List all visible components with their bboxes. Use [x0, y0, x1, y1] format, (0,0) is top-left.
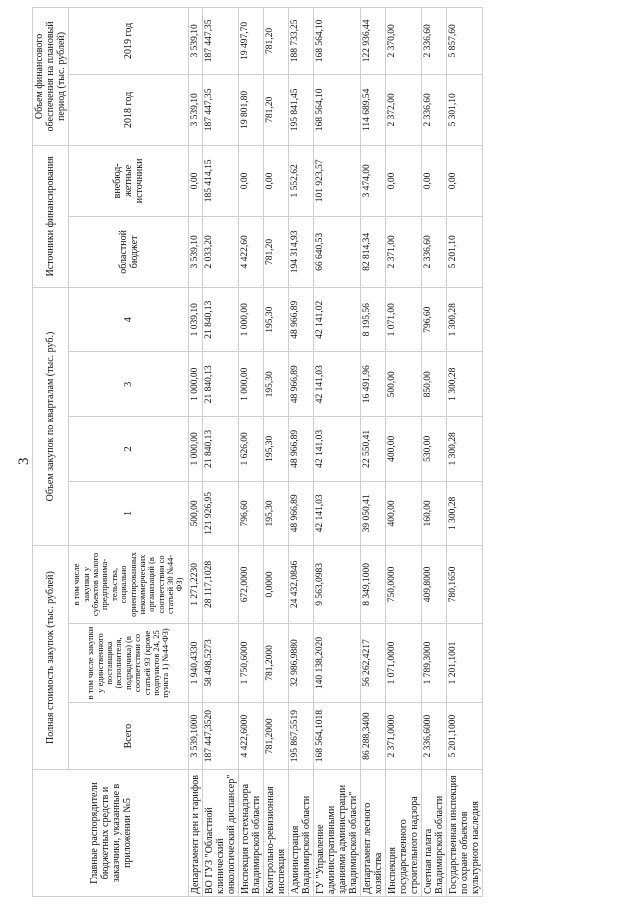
row-q4: 42 141,02: [314, 287, 361, 352]
table-row: [314, 8, 361, 897]
row-extrabudget: 0,00: [189, 145, 203, 216]
row-q1: 121 926,95: [203, 481, 239, 546]
row-2019: 2 370,00: [386, 8, 422, 75]
row-q4: 1 071,00: [386, 287, 422, 352]
row-q2: 42 141,03: [314, 417, 361, 482]
row-single: 58 498,5273: [203, 623, 239, 703]
row-2019: 168 564,10: [314, 8, 361, 75]
header-single-supplier: в том числе закупки у единственного поставщика (исполнителя, подрядчика) (в соответствии со статьей 93 (кроме подпунктов 24, 25 пункта 1) №44-ФЗ): [69, 623, 189, 703]
row-q2: 400,00: [386, 417, 422, 482]
row-q4: 48 966,89: [289, 287, 314, 352]
row-q3: 1 300,28: [447, 352, 483, 417]
row-q3: 42 141,03: [314, 352, 361, 417]
row-2019: 122 936,44: [361, 8, 386, 75]
table-row: [386, 8, 422, 897]
row-q4: 1 300,28: [447, 287, 483, 352]
row-2018: 114 689,54: [361, 74, 386, 145]
row-q1: 1 300,28: [447, 481, 483, 546]
row-q3: 21 840,13: [203, 352, 239, 417]
row-small: 28 117,1028: [203, 546, 239, 624]
row-q3: 195,30: [264, 352, 289, 417]
row-2019: 187 447,35: [203, 8, 239, 75]
row-extrabudget: 0,00: [422, 145, 447, 216]
row-single: 1 750,6000: [239, 623, 264, 703]
row-small: 672,0000: [239, 546, 264, 624]
row-name: Администрация Владимирской области: [289, 770, 314, 897]
header-extrabudget: внебюд-жетные источники: [69, 145, 189, 216]
header-quarterly: Объем закупок по кварталам (тыс. руб.): [33, 287, 69, 545]
row-name: Инспекция гостехнадзора Владимирской области: [239, 770, 264, 897]
row-single: 781,2000: [264, 623, 289, 703]
row-q3: 48 966,89: [289, 352, 314, 417]
header-q3: 3: [69, 352, 189, 417]
header-sources: Источники финансирования: [33, 145, 69, 287]
header-q2: 2: [69, 417, 189, 482]
header-name: Главные распорядители бюджетных средств и заказчики, указанные в приложении №5: [33, 770, 189, 897]
row-single: 32 986,9880: [289, 623, 314, 703]
row-q2: 21 840,13: [203, 417, 239, 482]
row-regional: 66 640,53: [314, 216, 361, 287]
row-regional: 781,20: [264, 216, 289, 287]
row-name: Государственная инспекция по охране объектов культурного наследия: [447, 770, 483, 897]
row-2019: 2 336,60: [422, 8, 447, 75]
row-q4: 1 039,10: [189, 287, 203, 352]
row-q1: 500,00: [189, 481, 203, 546]
row-total: 4 422,6000: [239, 703, 264, 770]
row-2018: 2 336,60: [422, 74, 447, 145]
header-2018: 2018 год: [69, 74, 189, 145]
row-small: 750,0000: [386, 546, 422, 624]
row-2019: 3 539,10: [189, 8, 203, 75]
row-regional: 82 814,34: [361, 216, 386, 287]
row-q4: 8 195,56: [361, 287, 386, 352]
header-2019: 2019 год: [69, 8, 189, 75]
row-q3: 850,00: [422, 352, 447, 417]
row-q1: 400,00: [386, 481, 422, 546]
row-total: 2 371,0000: [386, 703, 422, 770]
header-total: Всего: [69, 703, 189, 770]
row-extrabudget: 1 552,62: [289, 145, 314, 216]
row-q2: 48 966,89: [289, 417, 314, 482]
row-single: 1 201,1001: [447, 623, 483, 703]
row-q4: 796,60: [422, 287, 447, 352]
row-q1: 42 141,03: [314, 481, 361, 546]
row-name: Счетная палата Владимирской области: [422, 770, 447, 897]
row-q1: 796,60: [239, 481, 264, 546]
row-q3: 1 000,00: [239, 352, 264, 417]
header-q1: 1: [69, 481, 189, 546]
row-name: ВО ГУЗ "Областной клинический онкологический диспансер": [203, 770, 239, 897]
row-2019: 188 733,25: [289, 8, 314, 75]
row-q2: 22 550,41: [361, 417, 386, 482]
row-regional: 4 422,60: [239, 216, 264, 287]
row-regional: 3 539,10: [189, 216, 203, 287]
row-single: 56 262,4217: [361, 623, 386, 703]
row-small: 24 432,0846: [289, 546, 314, 624]
row-small: 409,8000: [422, 546, 447, 624]
row-single: 140 138,2020: [314, 623, 361, 703]
row-q1: 160,00: [422, 481, 447, 546]
row-q3: 500,00: [386, 352, 422, 417]
row-q4: 195,30: [264, 287, 289, 352]
row-2019: 781,20: [264, 8, 289, 75]
row-regional: 2 371,00: [386, 216, 422, 287]
row-total: 3 539,1000: [189, 703, 203, 770]
row-q2: 195,30: [264, 417, 289, 482]
row-q4: 21 840,13: [203, 287, 239, 352]
table-row: [422, 8, 447, 897]
table-row: [189, 8, 203, 897]
row-name: Контрольно-ревизионная инспекция: [264, 770, 289, 897]
row-2018: 781,20: [264, 74, 289, 145]
table-row: [203, 8, 239, 897]
row-extrabudget: 101 923,57: [314, 145, 361, 216]
row-single: 1 071,0000: [386, 623, 422, 703]
row-2018: 168 564,10: [314, 74, 361, 145]
row-q2: 530,00: [422, 417, 447, 482]
row-total: 5 201,1000: [447, 703, 483, 770]
table-row: [447, 8, 483, 897]
row-q1: 39 050,41: [361, 481, 386, 546]
row-total: 195 867,5519: [289, 703, 314, 770]
row-name: Инспекция государственного строительного надзора: [386, 770, 422, 897]
row-extrabudget: 3 474,00: [361, 145, 386, 216]
row-regional: 194 314,93: [289, 216, 314, 287]
row-small: 1 271,2230: [189, 546, 203, 624]
procurement-table: [32, 7, 483, 897]
row-2019: 5 857,60: [447, 8, 483, 75]
row-2019: 19 497,70: [239, 8, 264, 75]
row-single: 1 789,3000: [422, 623, 447, 703]
row-2018: 3 539,10: [189, 74, 203, 145]
row-2018: 5 301,10: [447, 74, 483, 145]
row-q2: 1 000,00: [189, 417, 203, 482]
row-name: Департамент лесного хозяйства: [361, 770, 386, 897]
header-small-business: в том числе закупки у субъектов малого предпринима-тельства, социально ориентированных некоммерческих организаций (в соответствии со статьей 30 №44-ФЗ): [69, 546, 189, 624]
header-total-cost: Полная стоимость закупок (тыс. рублей): [33, 546, 69, 770]
row-q2: 1 300,28: [447, 417, 483, 482]
row-extrabudget: 0,00: [386, 145, 422, 216]
row-name: Департамент цен и тарифов: [189, 770, 203, 897]
row-small: 780,1650: [447, 546, 483, 624]
header-regional-budget: областной бюджет: [69, 216, 189, 287]
header-planned: Объем финансового обеспечения на плановый период (тыс. рублей): [33, 8, 69, 146]
row-2018: 195 841,45: [289, 74, 314, 145]
row-small: 0,0000: [264, 546, 289, 624]
row-total: 2 336,6000: [422, 703, 447, 770]
row-total: 168 564,1018: [314, 703, 361, 770]
row-2018: 2 372,00: [386, 74, 422, 145]
row-total: 187 447,3520: [203, 703, 239, 770]
table-row: [289, 8, 314, 897]
row-total: 781,2000: [264, 703, 289, 770]
row-regional: 5 201,10: [447, 216, 483, 287]
table-row: [239, 8, 264, 897]
row-2018: 187 447,35: [203, 74, 239, 145]
row-name: ГУ "Управление административными зданиями администрации Владимирской области": [314, 770, 361, 897]
header-q4: 4: [69, 287, 189, 352]
row-q3: 16 491,96: [361, 352, 386, 417]
row-q3: 1 000,00: [189, 352, 203, 417]
row-extrabudget: 0,00: [264, 145, 289, 216]
row-extrabudget: 0,00: [239, 145, 264, 216]
row-regional: 2 336,60: [422, 216, 447, 287]
row-extrabudget: 185 414,15: [203, 145, 239, 216]
table-row: [264, 8, 289, 897]
row-q4: 1 000,00: [239, 287, 264, 352]
row-total: 86 288,3400: [361, 703, 386, 770]
row-regional: 2 033,20: [203, 216, 239, 287]
row-q1: 195,30: [264, 481, 289, 546]
row-q2: 1 626,00: [239, 417, 264, 482]
table-row: [361, 8, 386, 897]
row-small: 9 563,0983: [314, 546, 361, 624]
row-single: 1 940,4330: [189, 623, 203, 703]
row-q1: 48 966,89: [289, 481, 314, 546]
row-extrabudget: 0,00: [447, 145, 483, 216]
row-2018: 19 801,80: [239, 74, 264, 145]
row-small: 8 349,1000: [361, 546, 386, 624]
page-number: 3: [16, 457, 32, 465]
